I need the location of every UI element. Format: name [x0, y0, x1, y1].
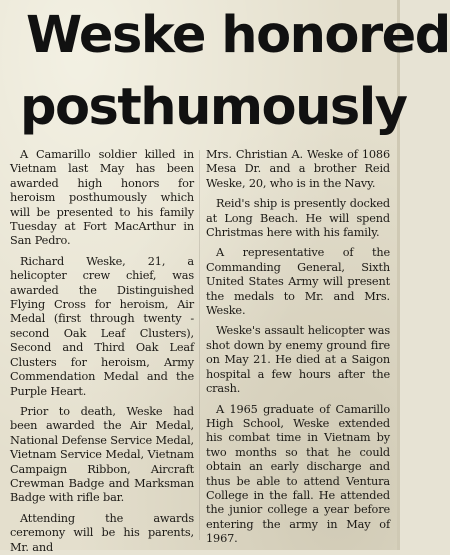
paragraph: Reid's ship is presently docked at Long Beach. He will spend Christmas here with his family.	[206, 197, 390, 240]
headline-line-2: posthumously	[20, 78, 407, 137]
paragraph: Richard Weske, 21, a helicopter crew chief, was awarded the Distinguished Flying Cross for heroism, Air Medal (first through twenty - second Oak Leaf Clusters), Second and Third Oak Leaf Clusters for heroism, Army Commendation Medal and the Purple Heart.	[10, 254, 194, 398]
paragraph-continuation: Mrs. Christian A. Weske of 1086 Mesa Dr. and a brother Reid Weske, 20, who is in the Navy.	[206, 148, 390, 190]
left-column	[10, 148, 194, 554]
paragraph: A Camarillo soldier killed in Vietnam last May has been awarded high honors for heroism posthumously which will be presented to his family Tuesday at Fort MacArthur in San Pedro.	[10, 148, 194, 248]
paragraph: Attending the awards ceremony will be his parents, Mr. and	[10, 511, 194, 554]
paragraph: A 1965 graduate of Camarillo High School, Weske extended his combat time in Vietnam by two months so that he could obtain an early discharge and thus be able to attend Ventura College in the fall. He attended the junior college a year before entering the army in May of 1967.	[206, 402, 390, 546]
paragraph: A representative of the Commanding General, Sixth United States Army will present the medals to Mr. and Mrs. Weske.	[206, 246, 390, 318]
paragraph: Weske's assault helicopter was shot down by enemy ground fire on May 21. He died at a Saigon hospital a few hours after the crash.	[206, 324, 390, 396]
paragraph: Prior to death, Weske had been awarded the Air Medal, National Defense Service Medal, Vietnam Service Medal, Vietnam Campaign Ribbon, Aircraft Crewman Badge and Marksman Badge with rifle bar.	[10, 404, 194, 505]
article-body	[10, 148, 390, 554]
headline	[0, 0, 450, 144]
headline-line-1: Weske honored	[26, 6, 450, 65]
right-column	[206, 148, 390, 544]
